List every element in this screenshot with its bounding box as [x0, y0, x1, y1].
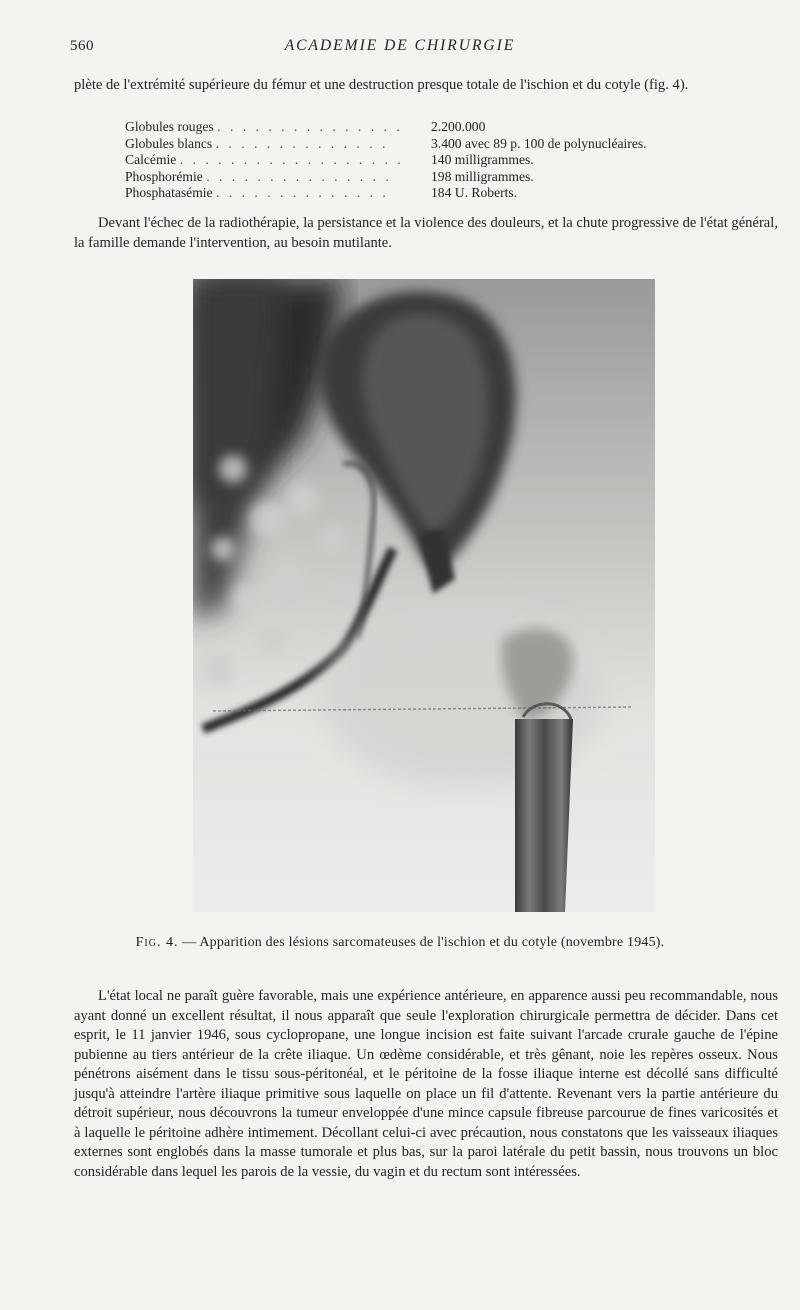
- leader-dots: . . . . . . . . . . . . . .: [215, 135, 389, 151]
- lab-value: 2.200.000: [431, 119, 486, 134]
- paragraph-intro: plète de l'extrémité supérieure du fémur et une destruction presque totale de l'ischion et du cotyle (fig. 4).: [74, 77, 689, 93]
- lab-row: [125, 119, 647, 136]
- figure-label: Fig. 4.: [135, 935, 179, 950]
- leader-dots: . . . . . . . . . . . . . . .: [206, 168, 392, 184]
- lab-row: [125, 136, 647, 153]
- lab-row: [125, 152, 647, 169]
- lab-value: 3.400 avec 89 p. 100 de polynucléaires.: [431, 135, 647, 151]
- xray-image: [193, 279, 655, 912]
- figure-caption-text: — Apparition des lésions sarcomateuses de l'ischion et du cotyle (novembre 1945).: [182, 935, 665, 950]
- lab-value: 184 U. Roberts.: [431, 185, 518, 200]
- leader-dots: . . . . . . . . . . . . . . . . . .: [179, 152, 404, 167]
- leader-dots: . . . . . . . . . . . . . . .: [217, 119, 403, 134]
- lab-name: Calcémie: [125, 152, 177, 167]
- lab-value: 140 milligrammes.: [431, 152, 534, 167]
- page-number: 560: [70, 38, 94, 54]
- lab-name: Phosphorémie: [125, 168, 203, 184]
- lab-results-table: [125, 119, 647, 202]
- paragraph-operation: L'état local ne paraît guère favorable, mais une expérience antérieure, en apparence aussi peu recommandable, nous ayant donné un excellent résultat, il nous apparaît que seule l'exploration chirurgicale permettra de décider. Dans cet esprit, le 11 janvier 1946, sous cyclopropane, une longue incision est faite suivant l'arcade crurale gauche de l'épine pubienne au tiers antérieur de la crête iliaque. Un œdème considérable, et très gênant, noie les repères osseux. Nous pénétrons aisément dans le tissu sous-péritonéal, et le péritoine de la fosse iliaque interne est décollé sans difficulté jusqu'à atteindre l'artère iliaque primitive sous laquelle on place un fil d'attente. Revenant vers la partie antérieure du détroit supérieur, nous découvrons la tumeur enveloppée d'une mince capsule fibreuse parcourue de fines varicosités et à laquelle le péritoine adhère intimement. Décollant celui-ci avec précaution, nous constatons que les vaisseaux iliaques externes sont englobés dans la masse tumorale et plus bas, sur la paroi latérale du petit bassin, nous trouvons un bloc considérable dans lequel les parois de la vessie, du vagin et du rectum sont intéressées.: [74, 988, 778, 1180]
- xray-figure: [193, 279, 655, 912]
- lab-row: [125, 169, 647, 186]
- figure-caption: [0, 935, 800, 951]
- lab-value: 198 milligrammes.: [431, 168, 534, 184]
- leader-dots: . . . . . . . . . . . . . .: [216, 185, 389, 200]
- lab-name: Globules blancs: [125, 135, 213, 151]
- running-title: ACADEMIE DE CHIRURGIE: [284, 37, 516, 54]
- paragraph-decision: Devant l'échec de la radiothérapie, la persistance et la violence des douleurs, et la chute progressive de l'état général, la famille demande l'intervention, au besoin mutilante.: [74, 215, 778, 251]
- lab-row: [125, 185, 647, 202]
- lab-name: Globules rouges: [125, 119, 214, 134]
- lab-name: Phosphatasémie: [125, 185, 213, 200]
